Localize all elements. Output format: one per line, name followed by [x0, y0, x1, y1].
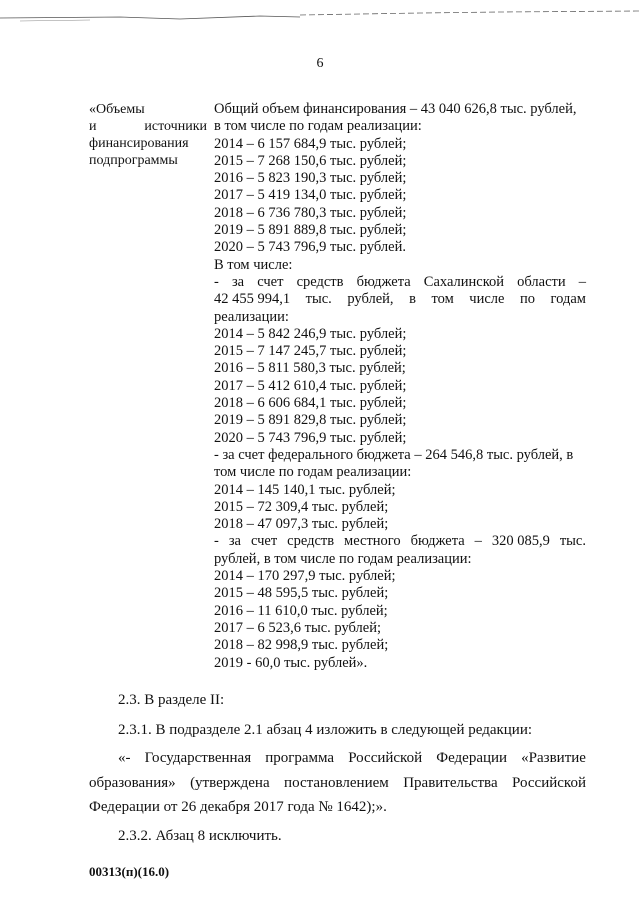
year-line: 2020 – 5 743 796,9 тыс. рублей. — [214, 239, 406, 256]
local-years-list — [214, 568, 586, 672]
local-line: рублей, в том числе по годам реализации: — [214, 550, 472, 567]
including-heading: В том числе: — [214, 256, 293, 273]
document-code: 00313(п)(16.0) — [89, 864, 170, 879]
paragraph-2-3-1: 2.3.1. В подразделе 2.1 абзац 4 изложить в следующей редакции: — [118, 722, 533, 738]
year-line: 2015 – 7 268 150,6 тыс. рублей; — [214, 152, 407, 169]
year-line: 2016 – 5 811 580,3 тыс. рублей; — [214, 360, 406, 377]
financing-label — [89, 101, 207, 169]
label-line: подпрограммы — [89, 153, 178, 168]
paragraph-quote-line: Федерации от 26 декабря 2017 года № 1642);». — [89, 799, 387, 815]
year-line: 2017 – 5 412 610,4 тыс. рублей; — [214, 377, 407, 394]
year-line: 2018 – 82 998,9 тыс. рублей; — [214, 637, 389, 654]
federal-line: том числе по годам реализации: — [214, 464, 412, 481]
year-line: 2019 – 5 891 829,8 тыс. рублей; — [214, 412, 407, 429]
year-line: 2020 – 5 743 796,9 тыс. рублей; — [214, 429, 407, 446]
year-line: 2016 – 11 610,0 тыс. рублей; — [214, 602, 388, 619]
year-line: 2017 – 5 419 134,0 тыс. рублей; — [214, 187, 407, 204]
federal-years-list — [214, 482, 586, 534]
paragraph-2-3: 2.3. В разделе II: — [118, 692, 225, 708]
financing-details — [214, 101, 586, 672]
scan-edge-artifact — [0, 0, 640, 30]
paragraph-2-3-2: 2.3.2. Абзац 8 исключить. — [118, 828, 282, 844]
local-line: - за счет средств местного бюджета – 320 085,9 тыс. — [214, 533, 586, 550]
year-line: 2015 – 48 595,5 тыс. рублей; — [214, 585, 389, 602]
year-line: 2018 – 6 736 780,3 тыс. рублей; — [214, 204, 407, 221]
page-number: 6 — [316, 56, 324, 71]
year-line: 2014 – 145 140,1 тыс. рублей; — [214, 481, 396, 498]
regional-line: 42 455 994,1 тыс. рублей, в том числе по годам — [214, 291, 586, 308]
year-line: 2018 – 47 097,3 тыс. рублей; — [214, 516, 389, 533]
paragraph-quote-line: образования» (утверждена постановлением Правительства Российской — [89, 775, 586, 791]
year-line: 2019 - 60,0 тыс. рублей». — [214, 654, 368, 671]
year-line: 2014 – 170 297,9 тыс. рублей; — [214, 568, 396, 585]
year-line: 2015 – 7 147 245,7 тыс. рублей; — [214, 343, 407, 360]
year-line: 2014 – 6 157 684,9 тыс. рублей; — [214, 135, 407, 152]
federal-line: - за счет федерального бюджета – 264 546,8 тыс. рублей, в — [214, 446, 574, 463]
year-line: 2019 – 5 891 889,8 тыс. рублей; — [214, 222, 407, 239]
regional-years-list — [214, 326, 586, 447]
total-years-list — [214, 136, 586, 257]
year-line: 2017 – 6 523,6 тыс. рублей; — [214, 619, 381, 636]
total-line: Общий объем финансирования – 43 040 626,8 тыс. рублей, — [214, 101, 577, 117]
total-line: в том числе по годам реализации: — [214, 118, 422, 135]
label-line: и источники — [89, 119, 207, 134]
year-line: 2016 – 5 823 190,3 тыс. рублей; — [214, 170, 407, 187]
year-line: 2015 – 72 309,4 тыс. рублей; — [214, 498, 389, 515]
label-line: «Объемы — [89, 102, 145, 117]
regional-line: реализации: — [214, 308, 289, 325]
year-line: 2014 – 5 842 246,9 тыс. рублей; — [214, 325, 407, 342]
paragraph-quote-line: «- Государственная программа Российской Федерации «Развитие — [118, 750, 586, 766]
regional-line: - за счет средств бюджета Сахалинской области – — [214, 273, 586, 290]
label-line: финансирования — [89, 136, 189, 151]
year-line: 2018 – 6 606 684,1 тыс. рублей; — [214, 395, 407, 412]
